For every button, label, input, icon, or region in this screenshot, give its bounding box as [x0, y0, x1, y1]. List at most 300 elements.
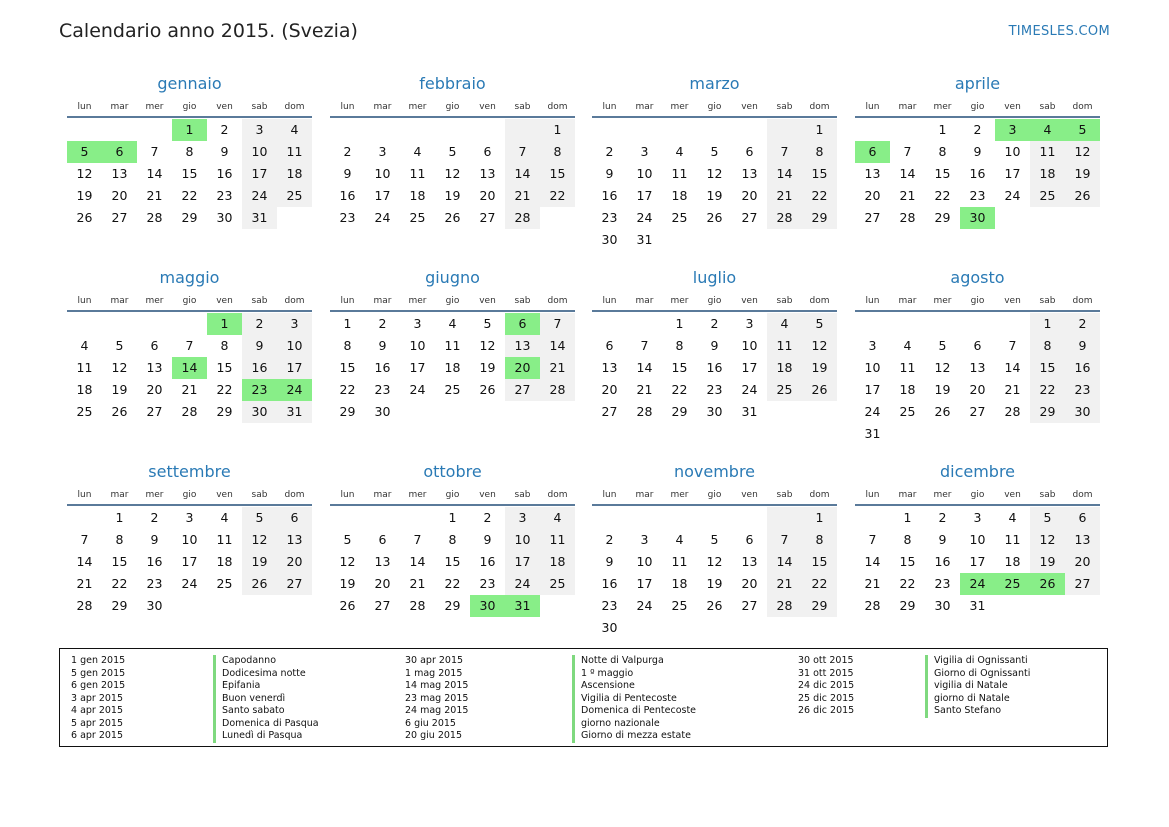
day-cell: 16 [339, 188, 356, 203]
day-cell: 9 [605, 166, 614, 181]
weekday-label: lun [77, 490, 92, 500]
day-cell: 3 [378, 144, 387, 159]
day-cell: 12 [934, 360, 951, 375]
holiday-day-cell: 23 [242, 379, 277, 401]
day-cell: 20 [1065, 551, 1100, 573]
day-cell: 5 [343, 532, 352, 547]
day-cell: 20 [969, 382, 986, 397]
header-divider [330, 504, 575, 506]
day-cell: 29 [899, 598, 916, 613]
weekday-label: gio [970, 296, 985, 306]
day-cell: 29 [802, 207, 837, 229]
day-cell: 25 [767, 379, 802, 401]
day-cell: 18 [899, 382, 916, 397]
empty-cell [627, 119, 662, 141]
day-cell: 2 [150, 510, 159, 525]
day-cell: 24 [741, 382, 758, 397]
day-cell: 22 [899, 576, 916, 591]
day-cell: 4 [80, 338, 89, 353]
header-divider [855, 504, 1100, 506]
day-cell: 26 [706, 598, 723, 613]
day-cell: 21 [899, 188, 916, 203]
empty-cell [697, 229, 732, 251]
empty-cell [102, 119, 137, 141]
empty-cell [470, 119, 505, 141]
day-cell: 14 [767, 163, 802, 185]
weekday-label: dom [1072, 490, 1093, 500]
day-cell: 19 [802, 357, 837, 379]
legend-holiday-name: 1 º maggio [581, 667, 634, 679]
legend-date: 14 mag 2015 [405, 680, 469, 691]
day-cell: 7 [505, 141, 540, 163]
empty-cell [505, 119, 540, 141]
day-cell: 16 [216, 166, 233, 181]
weekday-label: sab [1039, 102, 1056, 112]
day-cell: 24 [242, 185, 277, 207]
page-title: Calendario anno 2015. (Svezia) [59, 20, 358, 42]
day-cell: 6 [150, 338, 159, 353]
legend-date: 1 mag 2015 [405, 667, 463, 679]
day-cell: 26 [479, 382, 496, 397]
day-cell: 7 [903, 144, 912, 159]
day-cell: 4 [903, 338, 912, 353]
day-cell: 1 [343, 316, 352, 331]
day-cell: 21 [767, 185, 802, 207]
day-cell: 8 [115, 532, 124, 547]
day-cell: 21 [76, 576, 93, 591]
empty-cell [1030, 423, 1065, 445]
month-name: gennaio [157, 74, 222, 93]
day-cell: 30 [1065, 401, 1100, 423]
legend-date: 6 apr 2015 [71, 730, 124, 741]
empty-cell [925, 423, 960, 445]
legend-holiday-name: Domenica di Pentecoste [581, 705, 697, 716]
weekday-label: lun [77, 296, 92, 306]
header-divider [855, 310, 1100, 312]
day-cell: 9 [343, 166, 352, 181]
weekday-label: sab [776, 296, 793, 306]
day-cell: 21 [181, 382, 198, 397]
day-cell: 23 [601, 598, 618, 613]
day-cell: 7 [1008, 338, 1017, 353]
legend-names [213, 655, 319, 743]
day-cell: 27 [1065, 573, 1100, 595]
empty-cell [540, 595, 575, 617]
weekday-label: gio [445, 102, 460, 112]
day-cell: 31 [864, 426, 881, 441]
legend-holiday-name: Lunedì di Pasqua [222, 730, 303, 741]
empty-cell [890, 313, 925, 335]
day-cell: 30 [706, 404, 723, 419]
day-cell: 27 [277, 573, 312, 595]
weekday-label: dom [284, 296, 305, 306]
day-cell: 11 [444, 338, 461, 353]
day-cell: 3 [185, 510, 194, 525]
empty-cell [137, 313, 172, 335]
holiday-day-cell: 14 [172, 357, 207, 379]
legend-date: 5 gen 2015 [71, 667, 126, 679]
day-cell: 7 [80, 532, 89, 547]
day-cell: 12 [76, 166, 93, 181]
day-cell: 2 [605, 144, 614, 159]
weekday-label: gio [182, 296, 197, 306]
day-cell: 16 [1065, 357, 1100, 379]
empty-cell [1030, 595, 1065, 617]
day-cell: 19 [444, 188, 461, 203]
day-cell: 4 [277, 119, 312, 141]
day-cell: 27 [864, 210, 881, 225]
day-cell: 5 [115, 338, 124, 353]
day-cell: 19 [479, 360, 496, 375]
empty-cell [505, 401, 540, 423]
day-cell: 18 [1004, 554, 1021, 569]
day-cell: 11 [277, 141, 312, 163]
legend-holiday-name: Vigilia di Pentecoste [581, 692, 677, 704]
day-cell: 9 [1065, 335, 1100, 357]
day-cell: 2 [220, 122, 229, 137]
empty-cell [330, 507, 365, 529]
day-cell: 4 [767, 313, 802, 335]
day-cell: 23 [216, 188, 233, 203]
day-cell: 24 [505, 573, 540, 595]
day-cell: 31 [636, 232, 653, 247]
day-cell: 12 [111, 360, 128, 375]
holiday-day-cell: 31 [505, 595, 540, 617]
legend-date: 30 ott 2015 [798, 655, 854, 666]
day-cell: 13 [111, 166, 128, 181]
weekday-label: gio [707, 102, 722, 112]
weekday-label: dom [1072, 296, 1093, 306]
day-cell: 18 [767, 357, 802, 379]
day-cell: 23 [934, 576, 951, 591]
day-cell: 6 [1065, 507, 1100, 529]
day-cell: 20 [601, 382, 618, 397]
day-cell: 7 [413, 532, 422, 547]
legend-date: 6 gen 2015 [71, 680, 126, 691]
legend-date: 31 ott 2015 [798, 667, 854, 679]
empty-cell [365, 507, 400, 529]
day-cell: 21 [505, 185, 540, 207]
weekday-label: sab [1039, 490, 1056, 500]
day-cell: 10 [277, 335, 312, 357]
weekday-label: ven [1004, 490, 1021, 500]
empty-cell [365, 119, 400, 141]
day-cell: 25 [444, 382, 461, 397]
empty-cell [470, 401, 505, 423]
day-cell: 28 [636, 404, 653, 419]
day-cell: 2 [483, 510, 492, 525]
empty-cell [67, 313, 102, 335]
legend-holiday-name: Vigilia di Ognissanti [934, 655, 1028, 666]
empty-cell [662, 119, 697, 141]
day-cell: 22 [671, 382, 688, 397]
legend-date: 24 dic 2015 [798, 680, 855, 691]
site-link[interactable]: TIMESLES.COM [1008, 24, 1110, 39]
day-cell: 23 [339, 210, 356, 225]
weekday-label: lun [340, 102, 355, 112]
empty-cell [67, 507, 102, 529]
empty-cell [67, 119, 102, 141]
empty-cell [925, 313, 960, 335]
day-cell: 13 [864, 166, 881, 181]
empty-cell [137, 119, 172, 141]
day-cell: 14 [864, 554, 881, 569]
day-cell: 9 [378, 338, 387, 353]
day-cell: 10 [636, 166, 653, 181]
day-cell: 23 [1065, 379, 1100, 401]
day-cell: 28 [76, 598, 93, 613]
header-divider [592, 116, 837, 118]
day-cell: 26 [444, 210, 461, 225]
weekday-label: gio [445, 296, 460, 306]
day-cell: 13 [741, 166, 758, 181]
day-cell: 16 [601, 576, 618, 591]
weekday-label: mer [670, 102, 689, 112]
legend-date: 26 dic 2015 [798, 705, 855, 716]
day-cell: 22 [444, 576, 461, 591]
empty-cell [102, 313, 137, 335]
day-cell: 28 [146, 210, 163, 225]
day-cell: 6 [378, 532, 387, 547]
weekday-label: mer [933, 296, 952, 306]
holiday-day-cell: 1 [207, 313, 242, 335]
day-cell: 3 [277, 313, 312, 335]
empty-cell [855, 507, 890, 529]
day-cell: 27 [111, 210, 128, 225]
day-cell: 10 [969, 532, 986, 547]
day-cell: 21 [864, 576, 881, 591]
day-cell: 29 [802, 595, 837, 617]
day-cell: 30 [242, 401, 277, 423]
day-cell: 20 [277, 551, 312, 573]
day-cell: 1 [675, 316, 684, 331]
day-cell: 24 [409, 382, 426, 397]
empty-cell [330, 119, 365, 141]
day-cell: 17 [1004, 166, 1021, 181]
day-cell: 4 [1008, 510, 1017, 525]
day-cell: 10 [409, 338, 426, 353]
day-cell: 8 [938, 144, 947, 159]
day-cell: 1 [938, 122, 947, 137]
day-cell: 31 [969, 598, 986, 613]
weekday-label: ven [741, 296, 758, 306]
day-cell: 30 [374, 404, 391, 419]
day-cell: 11 [671, 166, 688, 181]
legend-date: 5 apr 2015 [71, 717, 124, 729]
empty-cell [732, 119, 767, 141]
day-cell: 30 [934, 598, 951, 613]
day-cell: 28 [899, 210, 916, 225]
empty-cell [277, 595, 312, 617]
day-cell: 28 [505, 207, 540, 229]
legend-dates [798, 655, 854, 718]
day-cell: 17 [505, 551, 540, 573]
day-cell: 24 [864, 404, 881, 419]
weekday-label: mar [110, 490, 129, 500]
day-cell: 24 [181, 576, 198, 591]
legend-date: 23 mag 2015 [405, 692, 469, 704]
weekday-label: ven [1004, 296, 1021, 306]
month-name: agosto [950, 268, 1005, 287]
weekday-label: dom [547, 490, 568, 500]
day-cell: 1 [540, 119, 575, 141]
day-cell: 21 [146, 188, 163, 203]
day-cell: 25 [671, 210, 688, 225]
day-cell: 16 [601, 188, 618, 203]
weekday-label: mer [933, 490, 952, 500]
legend-date: 20 giu 2015 [405, 730, 462, 741]
empty-cell [540, 207, 575, 229]
weekday-label: sab [514, 296, 531, 306]
day-cell: 4 [448, 316, 457, 331]
day-cell: 27 [969, 404, 986, 419]
legend-holiday-name: giorno nazionale [581, 717, 660, 729]
day-cell: 28 [181, 404, 198, 419]
day-cell: 2 [605, 532, 614, 547]
day-cell: 18 [216, 554, 233, 569]
day-cell: 16 [146, 554, 163, 569]
empty-cell [1030, 207, 1065, 229]
day-cell: 3 [413, 316, 422, 331]
day-cell: 22 [216, 382, 233, 397]
day-cell: 1 [448, 510, 457, 525]
day-cell: 25 [216, 576, 233, 591]
empty-cell [697, 507, 732, 529]
day-cell: 11 [1030, 141, 1065, 163]
empty-cell [540, 401, 575, 423]
day-cell: 21 [767, 573, 802, 595]
day-cell: 23 [601, 210, 618, 225]
month-name: marzo [689, 74, 740, 93]
legend-holiday-name: Domenica di Pasqua [222, 717, 319, 729]
weekday-label: dom [1072, 102, 1093, 112]
weekday-label: dom [547, 296, 568, 306]
day-cell: 12 [706, 166, 723, 181]
legend-holiday-name: Capodanno [222, 655, 277, 666]
weekday-label: lun [602, 102, 617, 112]
day-cell: 14 [636, 360, 653, 375]
day-cell: 27 [741, 598, 758, 613]
day-cell: 27 [741, 210, 758, 225]
day-cell: 24 [636, 210, 653, 225]
day-cell: 4 [540, 507, 575, 529]
empty-cell [732, 229, 767, 251]
day-cell: 16 [934, 554, 951, 569]
day-cell: 15 [802, 163, 837, 185]
day-cell: 8 [220, 338, 229, 353]
day-cell: 13 [601, 360, 618, 375]
holiday-day-cell: 5 [67, 141, 102, 163]
day-cell: 24 [1004, 188, 1021, 203]
empty-cell [732, 617, 767, 639]
weekday-label: sab [776, 102, 793, 112]
empty-cell [995, 207, 1030, 229]
day-cell: 3 [242, 119, 277, 141]
day-cell: 18 [1030, 163, 1065, 185]
day-cell: 27 [479, 210, 496, 225]
weekday-label: ven [741, 102, 758, 112]
day-cell: 28 [540, 379, 575, 401]
day-cell: 16 [479, 554, 496, 569]
holiday-day-cell: 30 [470, 595, 505, 617]
weekday-label: lun [77, 102, 92, 112]
day-cell: 2 [973, 122, 982, 137]
day-cell: 14 [76, 554, 93, 569]
empty-cell [995, 595, 1030, 617]
day-cell: 13 [479, 166, 496, 181]
empty-cell [435, 401, 470, 423]
legend-holiday-name: vigilia di Natale [934, 680, 1008, 691]
day-cell: 6 [973, 338, 982, 353]
day-cell: 19 [934, 382, 951, 397]
empty-cell [662, 229, 697, 251]
weekday-label: gio [182, 490, 197, 500]
day-cell: 18 [444, 360, 461, 375]
legend-holiday-name: Epifania [222, 680, 261, 691]
day-cell: 15 [339, 360, 356, 375]
day-cell: 4 [675, 532, 684, 547]
day-cell: 11 [767, 335, 802, 357]
day-cell: 19 [706, 188, 723, 203]
weekday-label: dom [547, 102, 568, 112]
day-cell: 9 [150, 532, 159, 547]
day-cell: 16 [706, 360, 723, 375]
weekday-label: lun [340, 296, 355, 306]
day-cell: 1 [903, 510, 912, 525]
day-cell: 16 [374, 360, 391, 375]
holiday-day-cell: 1 [172, 119, 207, 141]
day-cell: 25 [409, 210, 426, 225]
weekday-label: mar [373, 102, 392, 112]
day-cell: 18 [409, 188, 426, 203]
empty-cell [277, 207, 312, 229]
month-name: febbraio [419, 74, 486, 93]
day-cell: 12 [242, 529, 277, 551]
weekday-label: dom [284, 102, 305, 112]
day-cell: 25 [76, 404, 93, 419]
holiday-day-cell: 5 [1065, 119, 1100, 141]
empty-cell [855, 119, 890, 141]
day-cell: 6 [605, 338, 614, 353]
day-cell: 10 [741, 338, 758, 353]
day-cell: 26 [1065, 185, 1100, 207]
day-cell: 21 [409, 576, 426, 591]
day-cell: 11 [540, 529, 575, 551]
day-cell: 29 [671, 404, 688, 419]
weekday-label: mar [373, 490, 392, 500]
day-cell: 17 [741, 360, 758, 375]
holiday-day-cell: 4 [1030, 119, 1065, 141]
day-cell: 13 [969, 360, 986, 375]
day-cell: 11 [76, 360, 93, 375]
holiday-legend [59, 648, 1108, 747]
day-cell: 11 [1004, 532, 1021, 547]
holiday-day-cell: 26 [1030, 573, 1065, 595]
day-cell: 9 [973, 144, 982, 159]
day-cell: 9 [605, 554, 614, 569]
empty-cell [592, 507, 627, 529]
day-cell: 2 [242, 313, 277, 335]
day-cell: 3 [745, 316, 754, 331]
day-cell: 1 [115, 510, 124, 525]
day-cell: 11 [409, 166, 426, 181]
day-cell: 4 [675, 144, 684, 159]
header-divider [67, 116, 312, 118]
legend-names [925, 655, 1030, 718]
holiday-day-cell: 3 [995, 119, 1030, 141]
day-cell: 13 [1065, 529, 1100, 551]
holiday-day-cell: 6 [102, 141, 137, 163]
